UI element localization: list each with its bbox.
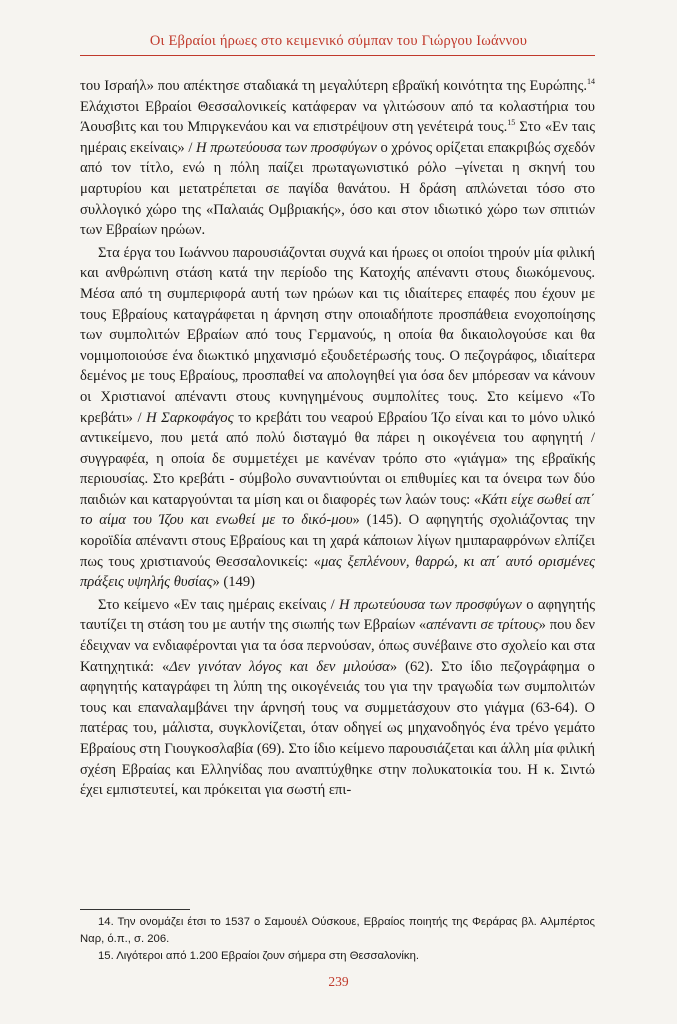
quotation: μας ξεπλένουν, θαρρώ, κι απ΄ αυτό ορισμένες πράξεις υψηλής θυσίας [80, 553, 595, 591]
text-run: » (149) [212, 574, 255, 591]
footnotes [80, 914, 595, 965]
footnote-ref-15[interactable]: 15 [507, 118, 516, 128]
footnote-ref-14[interactable]: 14 [587, 77, 595, 86]
paragraph-1 [80, 76, 595, 241]
paragraph-3 [80, 595, 595, 801]
book-title: Η πρωτεύουσα των προσφύγων [339, 596, 522, 613]
text-run: Στο κείμενο «Εν ταις ημέραις εκείναις / [98, 596, 339, 613]
book-title: Η πρωτεύουσα των προσφύγων [196, 139, 377, 156]
text-run: ο χρόνος ορίζεται επακριβώς σχεδόν από τον τίτλο, ενώ η πόλη παίζει πρωταγωνιστικό ρόλο –γίνεται η σκηνή του μαρτυρίου και μετατρέπεται σε παγίδα θανάτου. Η δράση απλώνεται τόσο στο συλλογικό χώρο της «Παλαιάς Ομβριακής», όσο και στον ιδιωτικό χώρο των σπιτιών των Εβραίων ηρώων. [80, 139, 595, 239]
book-title: Η Σαρκοφάγος [146, 409, 234, 426]
text-run: » (62). Στο ίδιο πεζογράφημα ο αφηγητής καταγράφει τη λύπη της οικογένειάς του για την τραγωδία των συμπολιτών τους και επαναλαμβάνει την άρνησή τους να συμμετάσχουν στο γιάγμα (63-64). Ο πατέρας του, μάλιστα, συγκλονίζεται, όταν οδηγεί ως μηχανοδηγός ένα τρένο γεμάτο Εβραίους στη Γιουγκοσλαβία (69). Στο ίδιο κείμενο παρουσιάζεται και άλλη μία φιλική σχέση Εβραίας και Ελληνίδας που αναπτύχθηκε στην πολυκατοικία του. Η κ. Σιντώ έχει εμπιστευτεί, και πρόκειται για σωστή επι- [80, 658, 595, 799]
quotation: Κάτι είχε σωθεί απ΄ το αίμα του Ίζου και ενωθεί με το δικό-μου [80, 491, 595, 529]
running-head: Οι Εβραίοι ήρωες στο κειμενικό σύμπαν του Γιώργου Ιωάννου [149, 33, 528, 49]
text-run: Ελάχιστοι Εβραίοι Θεσσαλονικείς κατάφεραν να γλιτώσουν από τα κολαστήρια του Άουσβιτς και του Μπιργκενάου και να επιστρέψουν στη γενέτειρά τους. [80, 98, 595, 136]
main-text [80, 76, 595, 801]
text-run: του Ισραήλ» που απέκτησε σταδιακά τη μεγαλύτερη εβραϊκή κοινότητα της Ευρώπης. [80, 78, 587, 94]
paragraph-2 [80, 243, 595, 593]
header-rule [80, 55, 595, 56]
text-run: » που δεν έδειχναν να ενδιαφέρονται για τα όσα περνούσαν, όπως συνέβαινε στο σχολείο και στα Κατηχητικά: « [80, 617, 595, 675]
footnote-14: 14. Την ονομάζει έτσι το 1537 ο Σαμουέλ Ούσκουε, Εβραίος ποιητής της Φεράρας βλ. Αλμπέρτος Ναρ, ό.π., σ. 206. [80, 916, 595, 945]
text-run: Στο «Εν ταις ημέραις εκείναις» / [80, 119, 595, 156]
footnote-15: 15. Λιγότεροι από 1.200 Εβραίοι ζουν σήμερα στη Θεσσαλονίκη. [98, 950, 420, 962]
footnote-rule [80, 909, 190, 910]
text-run: το κρεβάτι του νεαρού Εβραίου Ίζο είναι και το μόνο υλικό αντικείμενο, που μετά από πολύ δισταγμό θα πάρει η οικογένεια του αφηγητή / συγγραφέα, η οποία δε συμμετέχει με κανέναν τρόπο στο «γιάγμα» της εβραϊκής περιουσίας. Στο κρεβάτι - σύμβολο συναντιούνται οι επιθυμίες και τα όνειρα των δύο παιδιών και καταργούνται τα μίση και οι διαφορές των λαών τους: « [80, 409, 595, 508]
quotation: Δεν γινόταν λόγος και δεν μιλούσα [169, 658, 390, 675]
page-number: 239 [328, 974, 349, 989]
text-run: » (145). Ο αφηγητής σχολιάζοντας την κοροϊδία απέναντι στους Εβραίους και τη χαρά κάποιων λίγων ημιπαραφρόνων ελπίζει πως τους χριστιανούς Θεσσαλονικείς: « [80, 512, 596, 570]
quotation: απέναντι σε τρίτους [426, 617, 539, 634]
text-run: ο αφηγητής ταυτίζει τη στάση του με αυτήν της σιωπής των Εβραίων « [80, 596, 595, 634]
text-run: Στα έργα του Ιωάννου παρουσιάζονται συχνά και ήρωες οι οποίοι τηρούν μία φιλική και ανθρώπινη στάση κατά την περίοδο της Κατοχής απέναντι στους διωκόμενους. Μέσα από τη συμπεριφορά αυτή των ηρώων και τις ιδιαίτερες επαφές που έχουν με τους Εβραίους καταγράφεται η άρνηση στην οποιαδήποτε προσπάθεια ενοχοποίησης των συμπολιτών Εβραίων από τους Γερμανούς, η οποία θα δικαιολογούσε και θα νομιμοποιούσε ένα διωκτικό μηχανισμό εξουδετέρωσής τους. Ο πεζογράφος, ιδιαίτερα δεμένος με τους Εβραίους, προσπαθεί να απολογηθεί για όσα δεν μπόρεσαν να κάνουν οι Χριστιανοί απέναντι στους κυνηγημένους συμπολίτες τους. Στο κείμενο «Το κρεβάτι» / [80, 244, 595, 426]
